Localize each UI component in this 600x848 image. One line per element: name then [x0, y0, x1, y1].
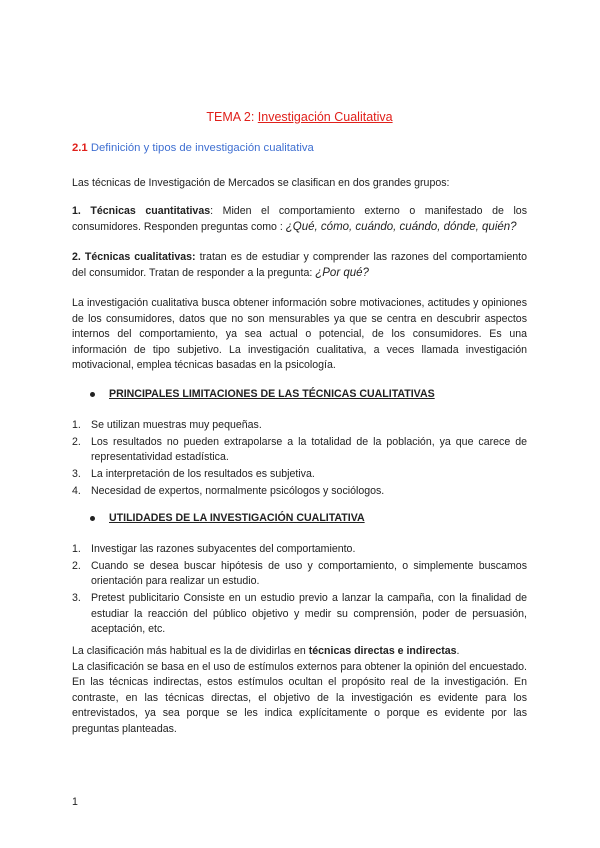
utilities-heading: UTILIDADES DE LA INVESTIGACIÓN CUALITATIVA: [90, 512, 365, 524]
intro-text: Las técnicas de Investigación de Mercados se clasifican en dos grandes grupos:: [72, 177, 450, 189]
list-item: 2. Cuando se desea buscar hipótesis de uso y comportamiento, o simplemente buscamos orientación para realizar un estudio.: [72, 559, 527, 588]
intro-paragraph: La investigación cualitativa busca obtener información sobre motivaciones, actitudes y opiniones de los consumidores, datos que no son mensurables ya que se centra en descubrir aspectos internos del comportamiento, ya sea actual o potencial, de los consumidores. Es una información de tipo subjetivo. La investigación cualitativa, a veces llamada investigación motivacional, emplea técnicas basadas en la psicología.: [72, 297, 527, 371]
list-item: 1. Investigar las razones subyacentes del comportamiento.: [72, 543, 356, 555]
title-main: Investigación Cualitativa: [257, 110, 393, 124]
list-item: 1. Se utilizan muestras muy pequeñas.: [72, 419, 262, 431]
bullet-icon: [90, 516, 95, 521]
section-subtitle: 2.1 Definición y tipos de investigación cualitativa: [72, 142, 314, 154]
page-number: 1: [72, 796, 78, 808]
list-item: 3. La interpretación de los resultados es subjetiva.: [72, 468, 315, 481]
utilities-list: [72, 542, 527, 639]
limitations-list: [72, 418, 527, 501]
item-quantitative: 1. Técnicas cuantitativas: Miden el comportamiento externo o manifestado de los consumidores. Responden preguntas como : ¿Qué, cómo, cuándo, cuándo, dónde, quién?: [72, 205, 527, 233]
list-item: 3. Pretest publicitario Consiste en un estudio previo a lanzar la campaña, con la finalidad de estudiar la reacción del público objetivo y medir su comprensión, poder de persuasión, aceptación, etc.: [72, 592, 527, 636]
classification-paragraph: La clasificación más habitual es la de dividirlas en técnicas directas e indirectas. La clasificación se basa en el uso de estímulos externos para obtener la opinión del encuestado. En las técnicas indirectas, estos estímulos ocultan el propósito real de la investigación. En contraste, en las técnicas directas, el objetivo de la investigación es evidente para los entrevistados, ya sea porque se les indica explícitamente o porque es evidente por las preguntas planteadas.: [72, 645, 527, 735]
list-item: 4. Necesidad de expertos, normalmente psicólogos y sociólogos.: [72, 484, 385, 497]
limitations-heading: PRINCIPALES LIMITACIONES DE LAS TÉCNICAS CUALITATIVAS: [90, 388, 435, 400]
list-item: 2. Los resultados no pueden extrapolarse a la totalidad de la población, ya que carece de representatividad estadística.: [72, 435, 527, 464]
bullet-icon: [90, 392, 95, 397]
item-qualitative: 2. Técnicas cualitativas: tratan es de estudiar y comprender las razones del comportamiento del consumidor. Tratan de responder a la pregunta: ¿Por qué?: [72, 251, 527, 279]
page-title: TEMA 2: Investigación Cualitativa: [206, 110, 393, 124]
